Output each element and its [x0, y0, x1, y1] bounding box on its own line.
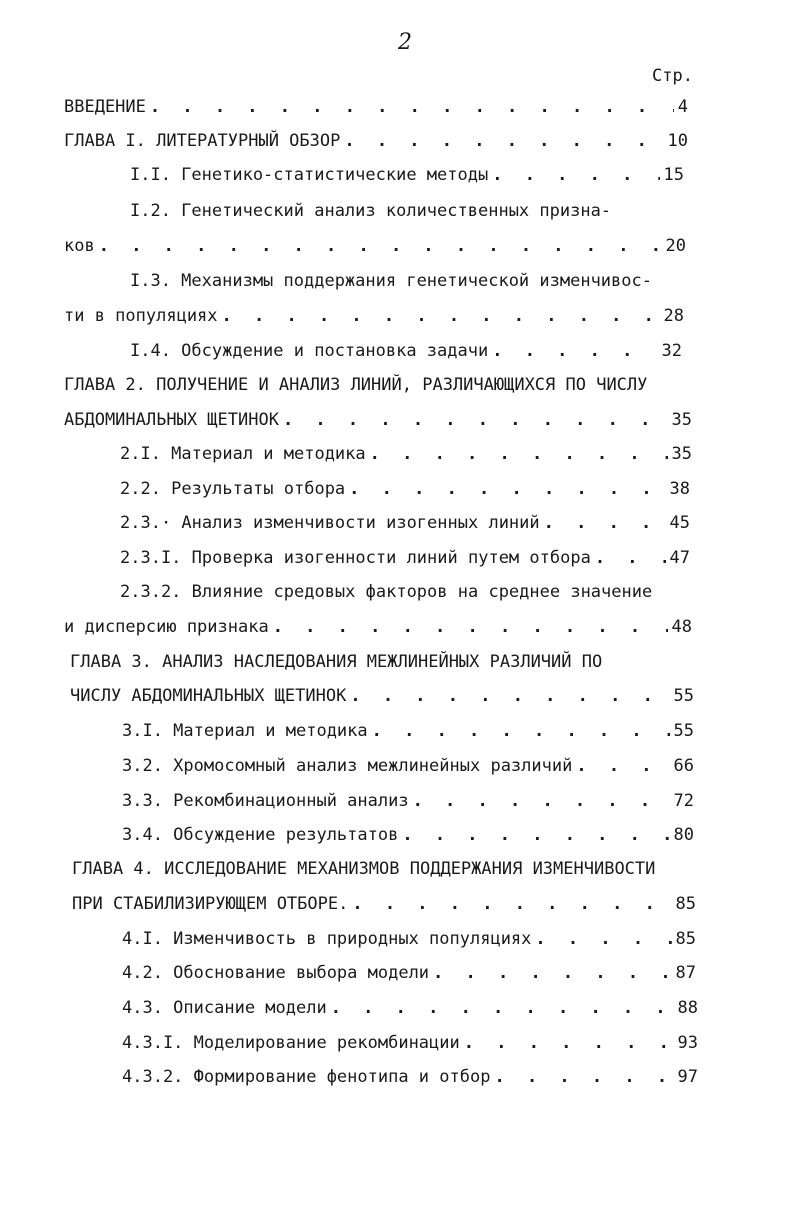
toc-entry-title: 3.2. Хромосомный анализ межлинейных различий: [122, 756, 573, 776]
toc-entry-title: ков: [64, 236, 95, 256]
toc-entry-1-3-line1: I.3. Механизмы поддержания генетической изменчивос-: [130, 271, 652, 291]
toc-entry-1-2[interactable]: [64, 235, 686, 257]
toc-entry-title: 2.3.I. Проверка изогенности линий путем отбора: [120, 548, 591, 568]
dot-leader: [535, 928, 671, 950]
toc-entry-chapter-2[interactable]: [64, 409, 692, 431]
toc-entry-title: 3.4. Обсуждение результатов: [122, 825, 399, 845]
toc-entry-2-3-2-line1: 2.3.2. Влияние средовых факторов на среднее значение: [120, 582, 653, 602]
page-column-header: Стр.: [652, 66, 693, 86]
toc-entry-page: 28: [663, 306, 684, 326]
toc-entry-4-3[interactable]: [122, 997, 698, 1019]
toc-entry-page: 55: [673, 686, 694, 706]
toc-entry-4-1[interactable]: [122, 928, 696, 950]
toc-entry-title: ВВЕДЕНИЕ: [64, 97, 146, 117]
toc-entry-title: АБДОМИНАЛЬНЫХ ЩЕТИНОК: [64, 410, 279, 430]
toc-entry-2-3[interactable]: [120, 512, 690, 534]
dot-leader: [464, 1032, 674, 1054]
toc-entry-page: 72: [673, 791, 694, 811]
dot-leader: [576, 755, 669, 777]
toc-entry-page: 35: [671, 444, 692, 464]
toc-entry-page: 48: [671, 617, 692, 637]
toc-entry-title: 2.2. Результаты отбора: [120, 479, 346, 499]
toc-entry-page: 47: [669, 548, 690, 568]
toc-entry-title: 2.I. Материал и методика: [120, 444, 366, 464]
toc-entry-title: 3.3. Рекомбинационный анализ: [122, 791, 409, 811]
toc-entry-chapter-3-line1: ГЛАВА 3. АНАЛИЗ НАСЛЕДОВАНИЯ МЕЖЛИНЕЙНЫХ РАЗЛИЧИЙ ПО: [70, 652, 603, 672]
toc-entry-title: I.I. Генетико-статистические методы: [130, 165, 489, 185]
toc-entry-chapter-4-line1: ГЛАВА 4. ИССЛЕДОВАНИЕ МЕХАНИЗМОВ ПОДДЕРЖАНИЯ ИЗМЕНЧИВОСТИ: [72, 859, 656, 879]
toc-entry-2-3-1[interactable]: [120, 547, 690, 569]
toc-entry-title: и дисперсию признака: [64, 617, 269, 637]
dot-leader: [344, 130, 663, 152]
dot-leader: [433, 962, 671, 984]
toc-entry-page: 45: [669, 513, 690, 533]
dot-leader: [99, 235, 662, 257]
dot-leader: [595, 547, 666, 569]
toc-entry-4-3-2[interactable]: [122, 1066, 698, 1088]
toc-entry-page: 35: [671, 410, 692, 430]
toc-entry-1-1[interactable]: [130, 164, 684, 186]
toc-entry-page: 38: [669, 479, 690, 499]
toc-entry-3-1[interactable]: [122, 720, 694, 742]
toc-entry-3-2[interactable]: [122, 755, 694, 777]
toc-entry-page: 55: [673, 721, 694, 741]
toc-entry-page: 32: [661, 341, 682, 361]
dot-leader: [352, 893, 671, 915]
toc-entry-title: ГЛАВА I. ЛИТЕРАТУРНЫЙ ОБЗОР: [64, 131, 341, 151]
dot-leader: [494, 1066, 673, 1088]
toc-entry-3-4[interactable]: [122, 824, 694, 846]
dot-leader: [492, 340, 657, 362]
toc-entry-title: ЧИСЛУ АБДОМИНАЛЬНЫХ ЩЕТИНОК: [70, 686, 347, 706]
toc-entry-title: 4.3. Описание модели: [122, 998, 327, 1018]
dot-leader: [273, 616, 668, 638]
toc-entry-title: 4.2. Обоснование выбора модели: [122, 963, 430, 983]
dot-leader: [331, 997, 674, 1019]
toc-entry-title: ти в популяциях: [64, 306, 218, 326]
toc-entry-1-2-line1: I.2. Генетический анализ количественных призна-: [130, 201, 612, 221]
dot-leader: [492, 164, 659, 186]
dot-leader: [372, 720, 670, 742]
toc-entry-2-2[interactable]: [120, 478, 690, 500]
dot-leader: [370, 443, 668, 465]
toc-entry-title: I.4. Обсуждение и постановка задачи: [130, 341, 489, 361]
toc-entry-page: 4: [677, 97, 688, 117]
dot-leader: [350, 685, 669, 707]
toc-entry-title: 4.3.2. Формирование фенотипа и отбор: [122, 1067, 491, 1087]
toc-entry-page: 88: [677, 998, 698, 1018]
toc-entry-page: 87: [675, 963, 696, 983]
toc-entry-4-2[interactable]: [122, 962, 696, 984]
toc-entry-page: 66: [673, 756, 694, 776]
toc-entry-3-3[interactable]: [122, 790, 694, 812]
dot-leader: [349, 478, 665, 500]
toc-entry-page: 10: [667, 131, 688, 151]
toc-entry-1-3[interactable]: [64, 305, 684, 327]
dot-leader: [402, 824, 669, 846]
dot-leader: [150, 96, 674, 118]
toc-entry-chapter-2-line1: ГЛАВА 2. ПОЛУЧЕНИЕ И АНАЛИЗ ЛИНИЙ, РАЗЛИЧАЮЩИХСЯ ПО ЧИСЛУ: [64, 375, 648, 395]
toc-entry-4-3-1[interactable]: [122, 1032, 698, 1054]
toc-entry-page: 85: [675, 894, 696, 914]
toc-entry-page: 20: [665, 236, 686, 256]
toc-entry-2-1[interactable]: [120, 443, 692, 465]
page-number: 2: [398, 30, 412, 55]
toc-entry-page: 15: [663, 165, 684, 185]
toc-entry-chapter-3[interactable]: [70, 685, 694, 707]
toc-entry-1-4[interactable]: [130, 340, 682, 362]
toc-entry-2-3-2[interactable]: [64, 616, 692, 638]
dot-leader: [544, 512, 666, 534]
toc-entry-page: 80: [673, 825, 694, 845]
toc-entry-chapter-4[interactable]: [72, 893, 696, 915]
toc-entry-title: 2.3.· Анализ изменчивости изогенных линий: [120, 513, 540, 533]
toc-entry-title: 4.I. Изменчивость в природных популяциях: [122, 929, 532, 949]
dot-leader: [222, 305, 660, 327]
toc-entry-page: 97: [677, 1067, 698, 1087]
dot-leader: [283, 409, 668, 431]
toc-entry-introduction[interactable]: [64, 96, 688, 118]
dot-leader: [413, 790, 670, 812]
toc-entry-chapter-1[interactable]: [64, 130, 688, 152]
toc-entry-title: 3.I. Материал и методика: [122, 721, 368, 741]
toc-entry-title: 4.3.I. Моделирование рекомбинации: [122, 1033, 460, 1053]
toc-entry-page: 85: [675, 929, 696, 949]
toc-entry-page: 93: [677, 1033, 698, 1053]
toc-entry-title: ПРИ СТАБИЛИЗИРУЮЩЕМ ОТБОРЕ.: [72, 894, 349, 914]
